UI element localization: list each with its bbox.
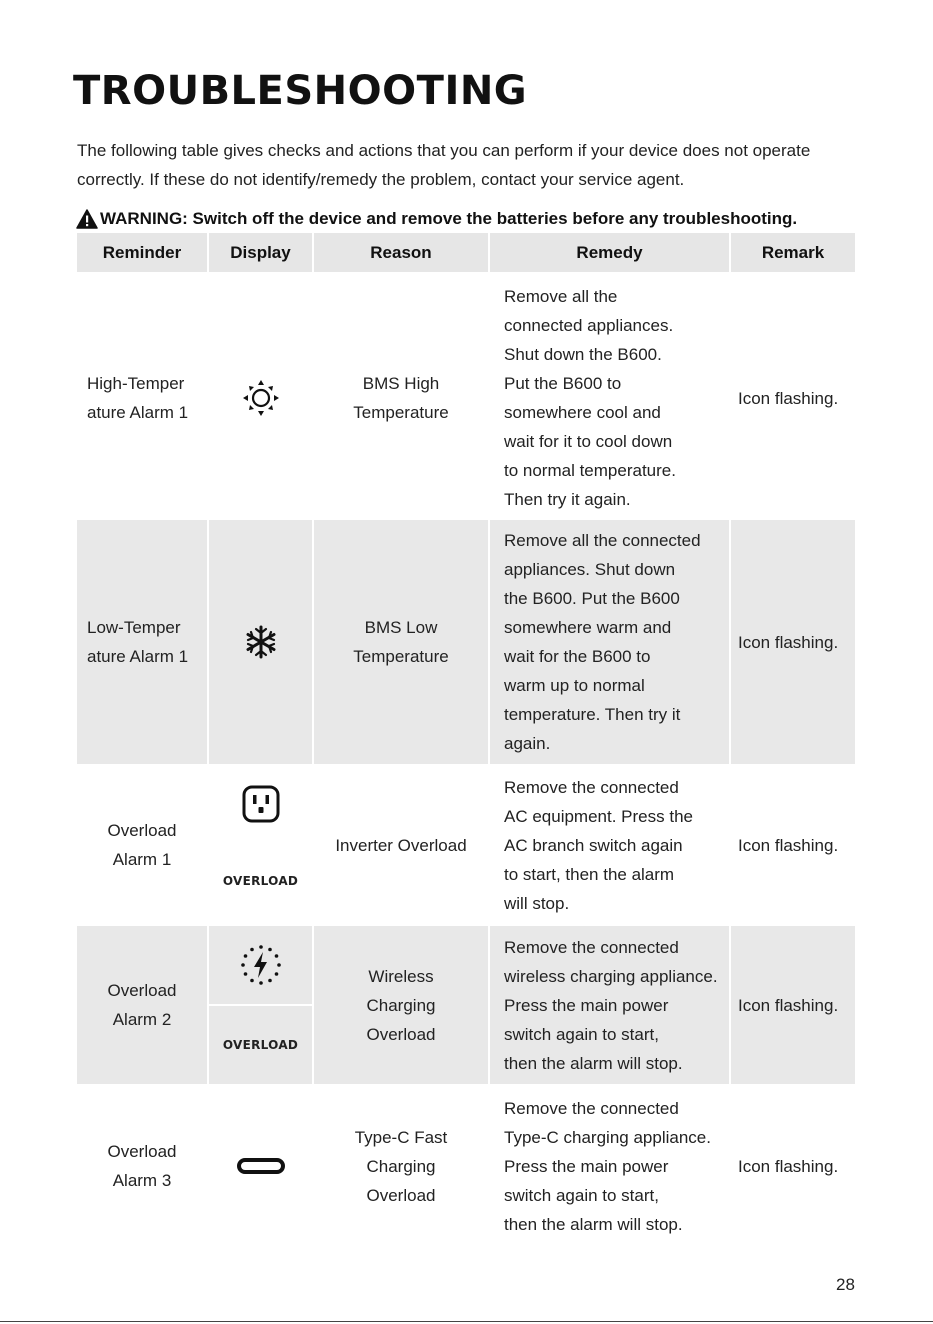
reminder-cell: Overload Alarm 3	[107, 1142, 177, 1190]
header-remark: Remark	[731, 233, 855, 272]
wireless-charging-icon	[239, 943, 283, 987]
display-cell-icon	[209, 926, 312, 1004]
warning-notice	[76, 209, 876, 229]
remark-cell: Icon flashing.	[738, 1156, 839, 1176]
remedy-cell: Remove the connected AC equipment. Press the AC branch switch again to start, then the alarm will stop.	[504, 777, 693, 913]
reminder-cell: Overload Alarm 2	[77, 926, 207, 1084]
sun-high-temperature-icon	[241, 378, 281, 418]
page-number: 28	[836, 1275, 855, 1294]
remedy-cell: Remove the connected wireless charging appliance. Press the main power switch again to start, then the alarm will stop.	[490, 926, 729, 1084]
reason-cell: Type-C Fast Charging Overload	[354, 1127, 448, 1205]
header-remedy: Remedy	[490, 233, 729, 272]
remark-cell: Icon flashing.	[738, 835, 839, 855]
warning-text: WARNING: Switch off the device and remove the batteries before any troubleshooting.	[100, 209, 798, 228]
remark-cell: Icon flashing.	[731, 926, 855, 1084]
reason-cell: BMS High Temperature	[353, 374, 449, 422]
reminder-cell: Low-Temper ature Alarm 1	[77, 520, 207, 764]
reason-cell: Inverter Overload	[335, 835, 467, 855]
ac-outlet-icon	[241, 784, 281, 824]
reminder-cell: High-Temper ature Alarm 1	[87, 374, 189, 422]
remark-cell: Icon flashing.	[731, 520, 855, 764]
remedy-cell: Remove the connected Type-C charging appliance. Press the main power switch again to start, then the alarm will stop.	[504, 1098, 711, 1234]
display-cell-label	[209, 1006, 312, 1084]
overload-label: OVERLOAD	[222, 874, 299, 888]
display-cell	[209, 520, 312, 764]
display-cell	[209, 281, 312, 515]
intro-paragraph: The following table gives checks and actions that you can perform if your device does not operate correctly. If these do not identify/remedy the problem, contact your service agent.	[77, 141, 811, 189]
warning-triangle-icon	[76, 209, 98, 229]
remedy-cell: Remove all the connected appliances. Shut down the B600. Put the B600 to somewhere cool and wait for it to cool down to normal temperature. Then try it again.	[504, 287, 676, 509]
header-reminder: Reminder	[77, 233, 207, 272]
remark-cell: Icon flashing.	[738, 388, 839, 408]
reason-cell: BMS Low Temperature	[314, 520, 488, 764]
type-c-port-icon	[236, 1157, 286, 1175]
header-reason: Reason	[314, 233, 488, 272]
reason-cell: Wireless Charging Overload	[314, 926, 488, 1084]
bottom-divider	[0, 1321, 933, 1322]
remedy-cell: Remove all the connected appliances. Shut down the B600. Put the B600 somewhere warm and wait for the B600 to warm up to normal temperature. Then try it again.	[490, 520, 729, 764]
display-cell	[209, 768, 312, 922]
reminder-cell: Overload Alarm 1	[107, 821, 177, 869]
page-title: TROUBLESHOOTING	[73, 68, 528, 114]
display-cell	[209, 1088, 312, 1244]
header-display: Display	[209, 233, 312, 272]
overload-label: OVERLOAD	[222, 1037, 299, 1052]
snowflake-icon	[244, 625, 278, 659]
